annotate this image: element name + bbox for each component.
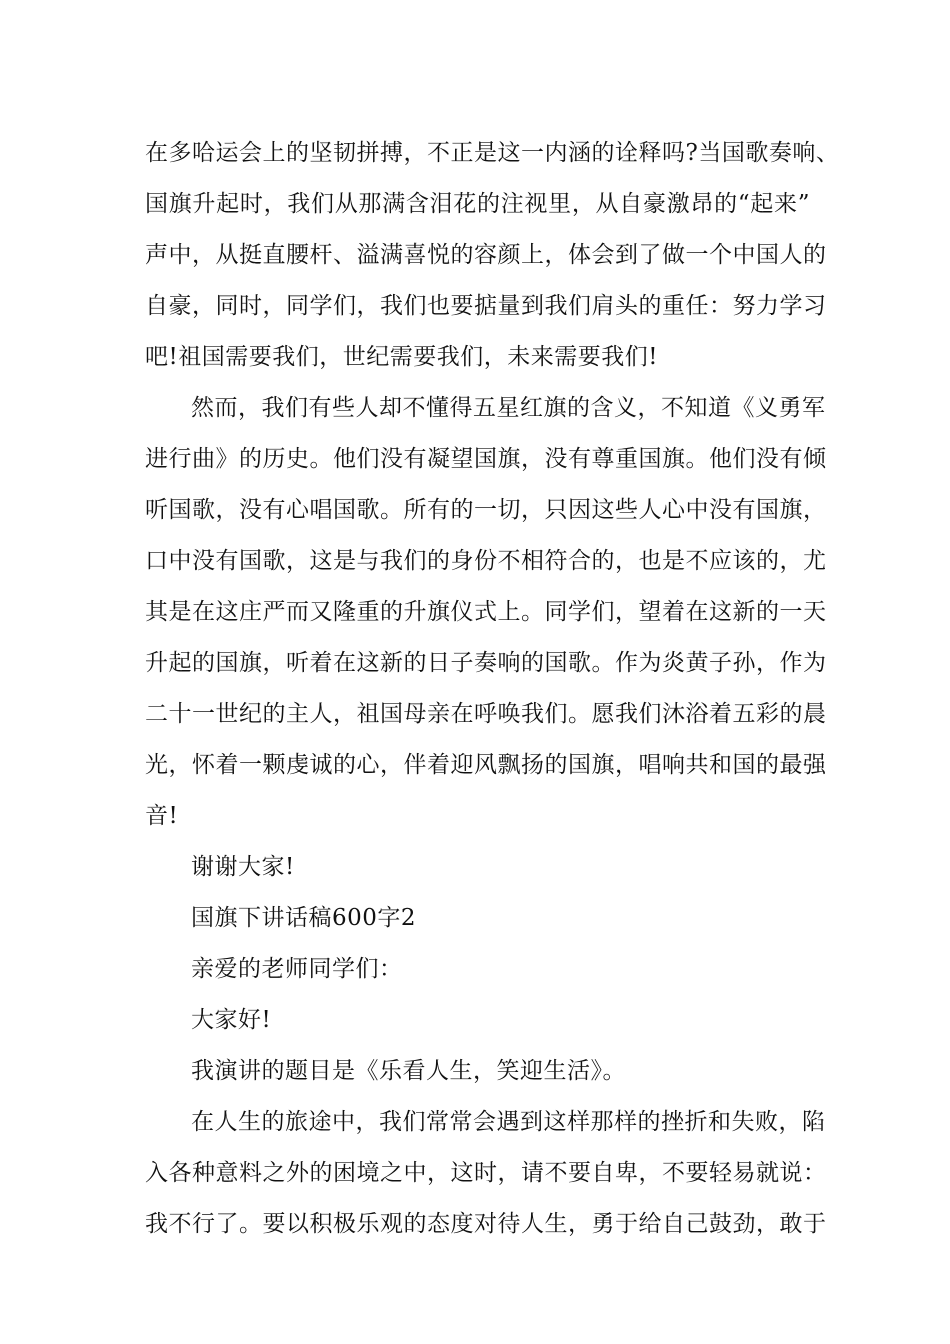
closing-line: 谢谢大家! (191, 854, 295, 880)
text-line: 其是在这庄严而又隆重的升旗仪式上。同学们，望着在这新的一天 (145, 599, 827, 625)
greeting: 大家好! (191, 1007, 272, 1033)
text-line: 二十一世纪的主人，祖国母亲在呼唤我们。愿我们沐浴着五彩的晨 (145, 701, 827, 727)
section-title: 国旗下讲话稿600字2 (191, 905, 417, 931)
text-line: 在多哈运会上的坚韧拼搏，不正是这一内涵的诠释吗?当国歌奏响、 (145, 140, 840, 166)
text-line: 进行曲》的历史。他们没有凝望国旗，没有尊重国旗。他们没有倾 (145, 446, 827, 472)
text-line: 入各种意料之外的困境之中，这时，请不要自卑，不要轻易就说： (145, 1160, 827, 1186)
text-line: 我不行了。要以积极乐观的态度对待人生，勇于给自己鼓劲，敢于 (145, 1211, 827, 1237)
document-body (145, 128, 840, 1250)
text-line: 光，怀着一颗虔诚的心，伴着迎风飘扬的国旗，唱响共和国的最强 (145, 752, 827, 778)
text-line: 国旗升起时，我们从那满含泪花的注视里，从自豪激昂的“起来” (145, 191, 810, 217)
paragraph-first-line: 然而，我们有些人却不懂得五星红旗的含义，不知道《义勇军 (191, 395, 826, 421)
text-line: 吧!祖国需要我们，世纪需要我们，未来需要我们! (145, 344, 658, 370)
text-line: 自豪，同时，同学们，我们也要掂量到我们肩头的重任：努力学习 (145, 293, 827, 319)
text-line: 听国歌，没有心唱国歌。所有的一切，只因这些人心中没有国旗， (145, 497, 827, 523)
text-line: 升起的国旗，听着在这新的日子奏响的国歌。作为炎黄子孙，作为 (145, 650, 827, 676)
salutation: 亲爱的老师同学们： (191, 956, 403, 982)
text-line: 音! (145, 803, 179, 829)
speech-topic: 我演讲的题目是《乐看人生，笑迎生活》。 (191, 1058, 626, 1084)
text-line: 口中没有国歌，这是与我们的身份不相符合的，也是不应该的，尤 (145, 548, 827, 574)
text-line: 声中，从挺直腰杆、溢满喜悦的容颜上，体会到了做一个中国人的 (145, 242, 827, 268)
paragraph-first-line: 在人生的旅途中，我们常常会遇到这样那样的挫折和失败，陷 (191, 1109, 826, 1135)
